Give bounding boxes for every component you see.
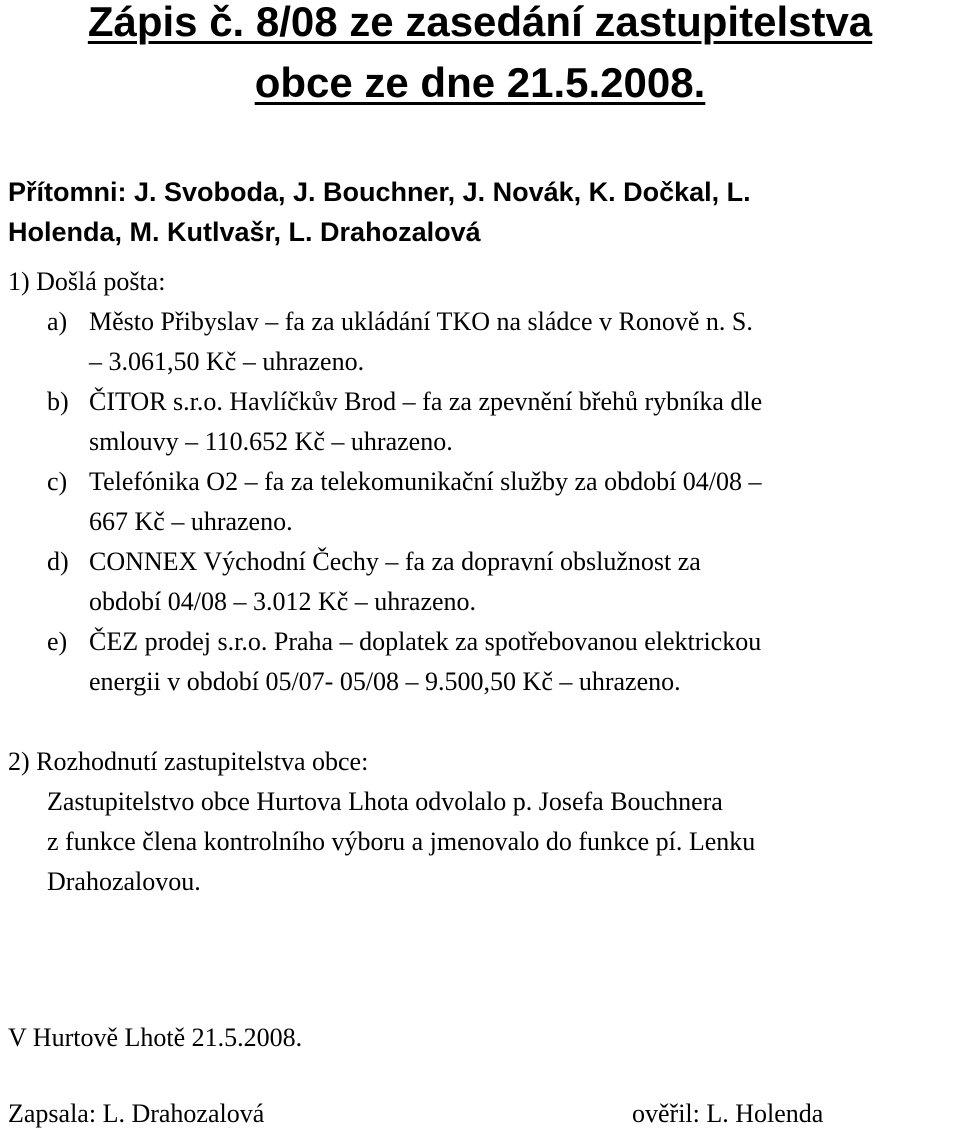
decision-text-line-2: z funkce člena kontrolního výboru a jmenovalo do funkce pí. Lenku	[47, 827, 756, 856]
section-2-heading: 2) Rozhodnutí zastupitelstva obce:	[8, 747, 369, 776]
section-1-heading: 1) Došlá pošta:	[8, 267, 166, 296]
decision-text-line-3: Drahozalovou.	[47, 867, 201, 896]
place-and-date: V Hurtově Lhotě 21.5.2008.	[8, 1023, 303, 1052]
document-title-line-1: Zápis č. 8/08 ze zasedání zastupitelstva	[87, 0, 873, 45]
item-c-text-line-2: 667 Kč – uhrazeno.	[89, 507, 293, 536]
item-c-marker: c)	[47, 467, 68, 496]
document-title-line-2: obce ze dne 21.5.2008.	[254, 59, 706, 106]
item-d-marker: d)	[47, 547, 69, 576]
item-e-text-line-1: ČEZ prodej s.r.o. Praha – doplatek za spotřebovanou elektrickou	[89, 627, 762, 656]
item-d-text-line-2: období 04/08 – 3.012 Kč – uhrazeno.	[89, 587, 477, 616]
recorded-by: Zapsala: L. Drahozalová	[8, 1099, 265, 1128]
item-b-text-line-2: smlouvy – 110.652 Kč – uhrazeno.	[89, 427, 453, 456]
item-a-text-line-1: Město Přibyslav – fa za ukládání TKO na sládce v Ronově n. S.	[89, 307, 753, 336]
item-e-marker: e)	[47, 627, 68, 656]
attendees-line-2: Holenda, M. Kutlvašr, L. Drahozalová	[8, 217, 481, 247]
item-c-text-line-1: Telefónika O2 – fa za telekomunikační služby za období 04/08 –	[89, 467, 762, 496]
item-b-marker: b)	[47, 387, 69, 416]
item-e-text-line-2: energii v období 05/07- 05/08 – 9.500,50 Kč – uhrazeno.	[89, 667, 681, 696]
item-a-text-line-2: – 3.061,50 Kč – uhrazeno.	[89, 347, 365, 376]
attendees-line-1: Přítomni: J. Svoboda, J. Bouchner, J. Novák, K. Dočkal, L.	[8, 177, 751, 207]
verified-by: ověřil: L. Holenda	[632, 1099, 824, 1128]
item-d-text-line-1: CONNEX Východní Čechy – fa za dopravní obslužnost za	[89, 547, 701, 576]
item-b-text-line-1: ČITOR s.r.o. Havlíčkův Brod – fa za zpevnění břehů rybníka dle	[89, 387, 763, 416]
item-a-marker: a)	[47, 307, 68, 336]
decision-text-line-1: Zastupitelstvo obce Hurtova Lhota odvolalo p. Josefa Bouchnera	[47, 787, 723, 816]
